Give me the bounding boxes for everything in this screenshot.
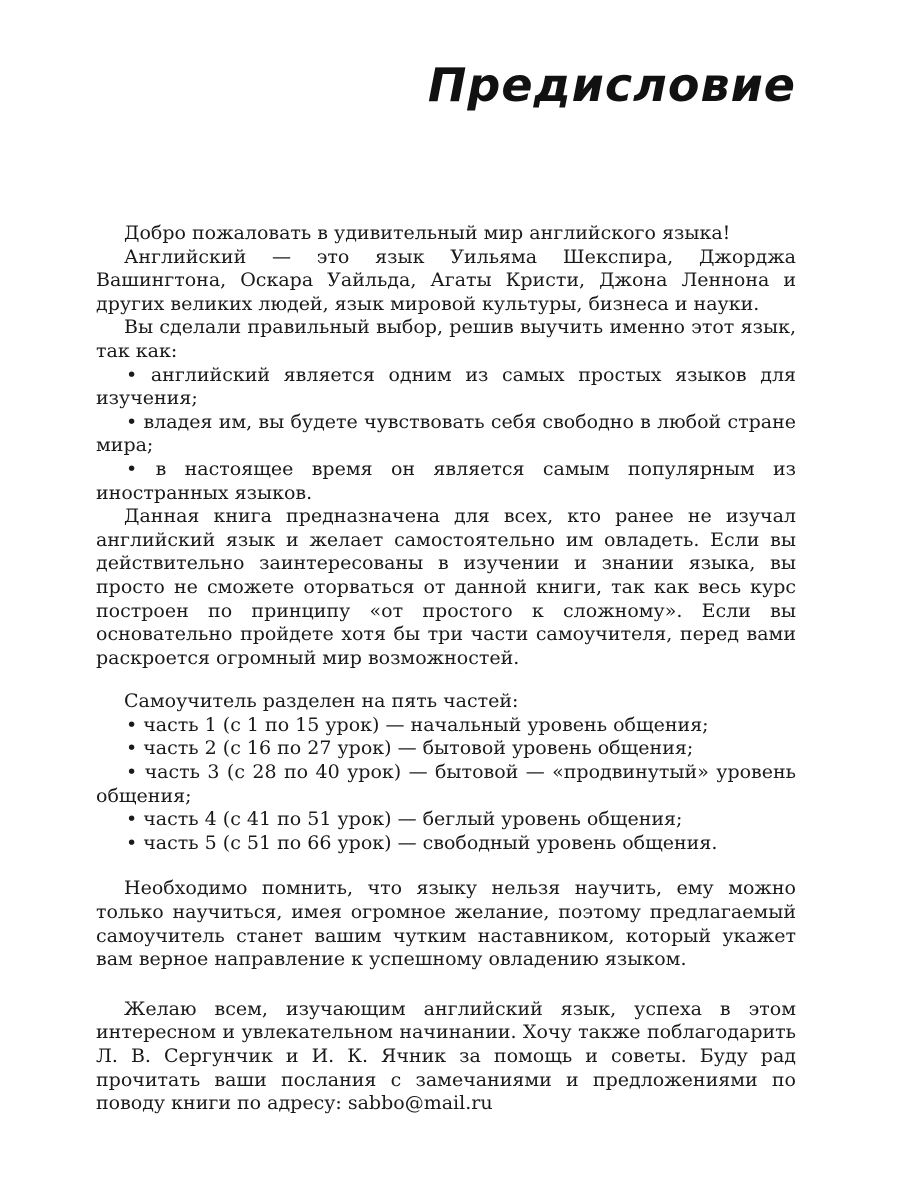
part-item: • часть 5 (с 51 по 66 урок) — свободный уровень общения.: [96, 832, 796, 856]
part-item: • часть 4 (с 41 по 51 урок) — беглый уровень общения;: [96, 808, 796, 832]
reason-item: • владея им, вы будете чувствовать себя свободно в любой стране мира;: [96, 411, 796, 458]
choice-paragraph: Вы сделали правильный выбор, решив выучить именно этот язык, так как:: [96, 316, 796, 362]
book-purpose-paragraph: Данная книга предназначена для всех, кто ранее не изучал английский язык и желает самостоятельно им овладеть. Если вы действительно заинтересованы в изучении и знании языка, вы просто не сможете оторваться от данной книги, так как весь курс построен по принципу «от простого к сложному». Если вы основательно пройдете хотя бы три части самоучителя, перед вами раскроется огромный мир возможностей.: [96, 505, 796, 669]
language-description-paragraph: Английский — это язык Уильяма Шекспира, Джорджа Вашингтона, Оскара Уайльда, Агаты Кристи, Джона Леннона и других великих людей, язык мировой культуры, бизнеса и науки.: [96, 245, 796, 315]
reason-item: • в настоящее время он является самым популярным из иностранных языков.: [96, 458, 796, 505]
closing-paragraph: Желаю всем, изучающим английский язык, успеха в этом интересном и увлекательном начинании. Хочу также поблагодарить Л. В. Сергунчик и И. К. Ячник за помощь и советы. Буду рад прочитать ваши послания с замечаниями и предложениями по поводу книги по адресу: sabbo@mail.ru: [96, 997, 796, 1115]
advice-paragraph: Необходимо помнить, что языку нельзя научить, ему можно только научиться, имея огромное желание, поэтому предлагаемый самоучитель станет вашим чутким наставником, который укажет вам верное направление к успешному овладению языком.: [96, 877, 796, 971]
part-item: • часть 3 (с 28 по 40 урок) — бытовой — «продвинутый» уровень общения;: [96, 761, 796, 808]
page-title: Предисловие: [427, 58, 796, 112]
preface-body: [96, 222, 796, 1116]
part-item: • часть 2 (с 16 по 27 урок) — бытовой уровень общения;: [96, 737, 796, 761]
welcome-paragraph: Добро пожаловать в удивительный мир английского языка!: [124, 222, 731, 244]
part-item: • часть 1 (с 1 по 15 урок) — начальный уровень общения;: [96, 714, 796, 738]
reason-item: • английский является одним из самых простых языков для изучения;: [96, 364, 796, 411]
structure-heading: Самоучитель разделен на пять частей:: [124, 690, 519, 713]
